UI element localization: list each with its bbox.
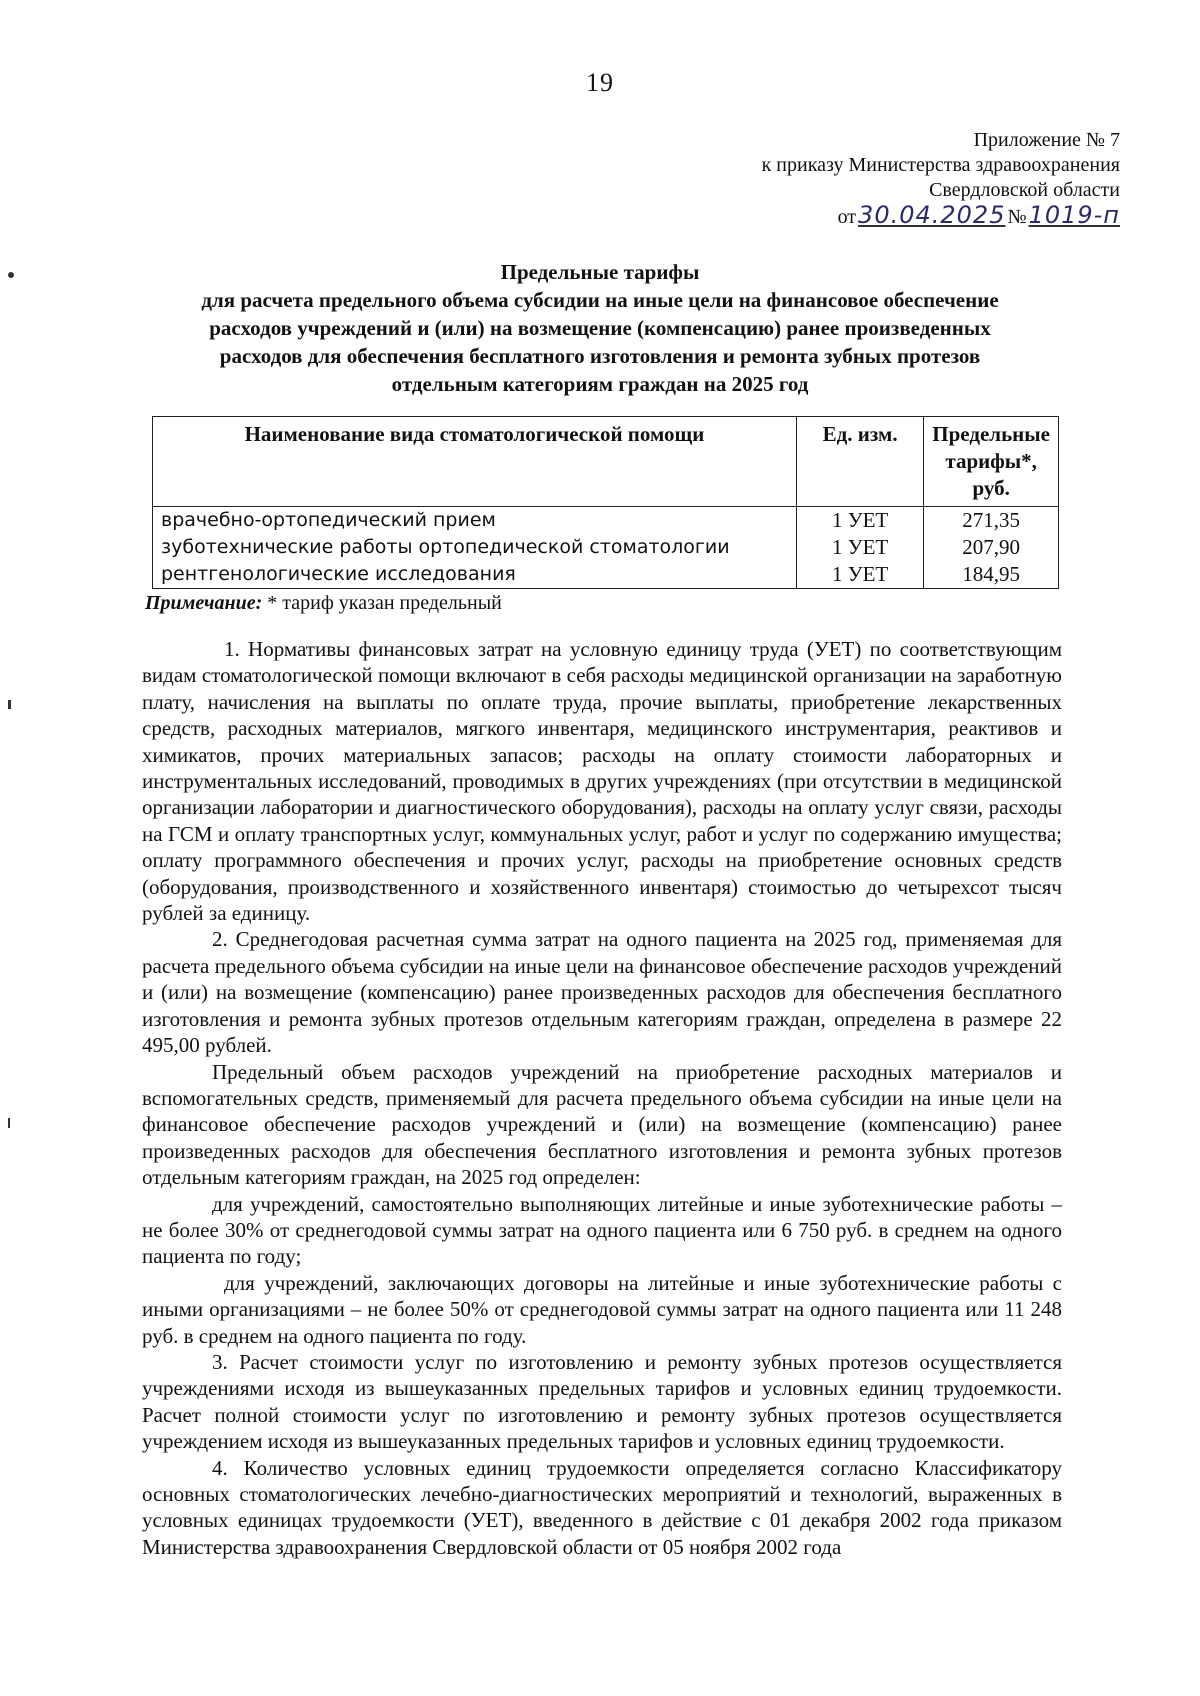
title-line-5: отдельным категориям граждан на 2025 год bbox=[391, 372, 809, 396]
paragraph-7: 4. Количество условных единиц трудоемкости определяется согласно Классификатору основных стоматологических лечебно-диагностических мероприятий и технологий, выраженных в условных единицах трудоемкости (УЕТ), введенного в действие с 01 декабря 2002 года приказом Министерства здравоохранения Свердловской области от 05 ноября 2002 года bbox=[142, 1455, 1062, 1559]
document-title bbox=[150, 258, 1050, 398]
table-row bbox=[153, 507, 1059, 535]
paragraph-5: для учреждений, заключающих договоры на литейные и иные зуботехнические работы с иными организациями – не более 50% от среднегодовой суммы затрат на одного пациента или 11 248 руб. в среднем на одного пациента по году. bbox=[142, 1270, 1062, 1348]
title-line-2: для расчета предельного объема субсидии на иные цели на финансовое обеспечение bbox=[201, 288, 999, 312]
table-row bbox=[153, 561, 1059, 589]
scan-speck bbox=[8, 1118, 10, 1128]
tariffs-table bbox=[152, 416, 1059, 589]
row-price: 184,95 bbox=[924, 561, 1059, 589]
header-max-tariff: Предельные тарифы*, руб. bbox=[924, 417, 1059, 507]
scan-speck bbox=[8, 700, 11, 709]
paragraph-6: 3. Расчет стоимости услуг по изготовлению и ремонту зубных протезов осуществляется учреждениями исходя из вышеуказанных предельных тарифов и условных единиц трудоемкости. Расчет полной стоимости услуг по изготовлению и ремонту зубных протезов осуществляется учреждением исходя из вышеуказанных предельных тарифов и условных единиц трудоемкости. bbox=[142, 1349, 1062, 1454]
row-price: 207,90 bbox=[924, 534, 1059, 561]
row-unit: 1 УЕТ bbox=[796, 507, 923, 535]
paragraph-3: Предельный объем расходов учреждений на приобретение расходных материалов и вспомогательных средств, применяемый для расчета предельного объема субсидии на иные цели на финансовое обеспечение расходов учреждений и (или) на возмещение (компенсацию) ранее произведенных расходов для обеспечения бесплатного изготовления и ремонта зубных протезов отдельным категориям граждан, на 2025 год определен: bbox=[142, 1059, 1062, 1190]
appendix-header bbox=[762, 128, 1120, 230]
row-price: 271,35 bbox=[924, 507, 1059, 535]
table-header-row bbox=[153, 417, 1059, 507]
order-date-number bbox=[762, 203, 1120, 230]
row-service-name: зуботехнические работы ортопедической стоматологии bbox=[153, 534, 797, 561]
handwritten-order-date: 30.04.2025 bbox=[858, 201, 1006, 229]
scan-speck bbox=[8, 272, 14, 278]
row-service-name: врачебно-ортопедический прием bbox=[153, 507, 797, 535]
document-body bbox=[142, 636, 1062, 1560]
page-number: 19 bbox=[586, 68, 614, 97]
title-line-1: Предельные тарифы bbox=[500, 260, 700, 284]
row-service-name: рентгенологические исследования bbox=[153, 561, 797, 589]
table-row bbox=[153, 534, 1059, 561]
order-from-label: от bbox=[837, 206, 857, 228]
handwritten-order-number: 1019-п bbox=[1028, 201, 1120, 229]
paragraph-1: 1. Нормативы финансовых затрат на условную единицу труда (УЕТ) по соответствующим видам стоматологической помощи включают в себя расходы медицинской организации на заработную плату, начисления на выплаты по оплате труда, прочие выплаты, приобретение лекарственных средств, расходных материалов, мягкого инвентаря, медицинского инструментария, реактивов и химикатов, прочих материальных запасов; расходы на оплату стоимости лабораторных и инструментальных исследований, проводимых в других учреждениях (при отсутствии в медицинской организации лаборатории и диагностического оборудования), расходы на оплату услуг связи, расходы на ГСМ и оплату транспортных услуг, коммунальных услуг, работ и услуг по содержанию имущества; оплату программного обеспечения и прочих услуг, расходы на приобретение основных средств (оборудования, производственного и хозяйственного инвентаря) стоимостью до четырехсот тысяч рублей за единицу. bbox=[142, 637, 1062, 926]
appendix-region: Свердловской области bbox=[929, 179, 1120, 201]
table-note bbox=[145, 592, 502, 615]
order-number-label: № bbox=[1007, 206, 1027, 228]
row-unit: 1 УЕТ bbox=[796, 534, 923, 561]
title-line-3: расходов учреждений и (или) на возмещение (компенсацию) ранее произведенных bbox=[209, 316, 991, 340]
header-service-name: Наименование вида стоматологической помощи bbox=[153, 417, 797, 507]
title-line-4: расходов для обеспечения бесплатного изготовления и ремонта зубных протезов bbox=[219, 344, 981, 368]
note-label: Примечание: bbox=[145, 592, 263, 614]
paragraph-4: для учреждений, самостоятельно выполняющих литейные и иные зуботехнические работы – не более 30% от среднегодовой суммы затрат на одного пациента или 6 750 руб. в среднем на одного пациента по году; bbox=[142, 1191, 1062, 1269]
appendix-order-reference: к приказу Министерства здравоохранения bbox=[761, 154, 1120, 176]
appendix-title: Приложение № 7 bbox=[973, 129, 1120, 151]
note-text: * тариф указан предельный bbox=[262, 592, 502, 614]
paragraph-2: 2. Среднегодовая расчетная сумма затрат на одного пациента на 2025 год, применяемая для расчета предельного объема субсидии на иные цели на финансовое обеспечение расходов учреждений и (или) на возмещение (компенсацию) ранее произведенных расходов для обеспечения бесплатного изготовления и ремонта зубных протезов отдельным категориям граждан, определена в размере 22 495,00 рублей. bbox=[142, 927, 1062, 1058]
header-unit: Ед. изм. bbox=[796, 417, 923, 507]
row-unit: 1 УЕТ bbox=[796, 561, 923, 589]
